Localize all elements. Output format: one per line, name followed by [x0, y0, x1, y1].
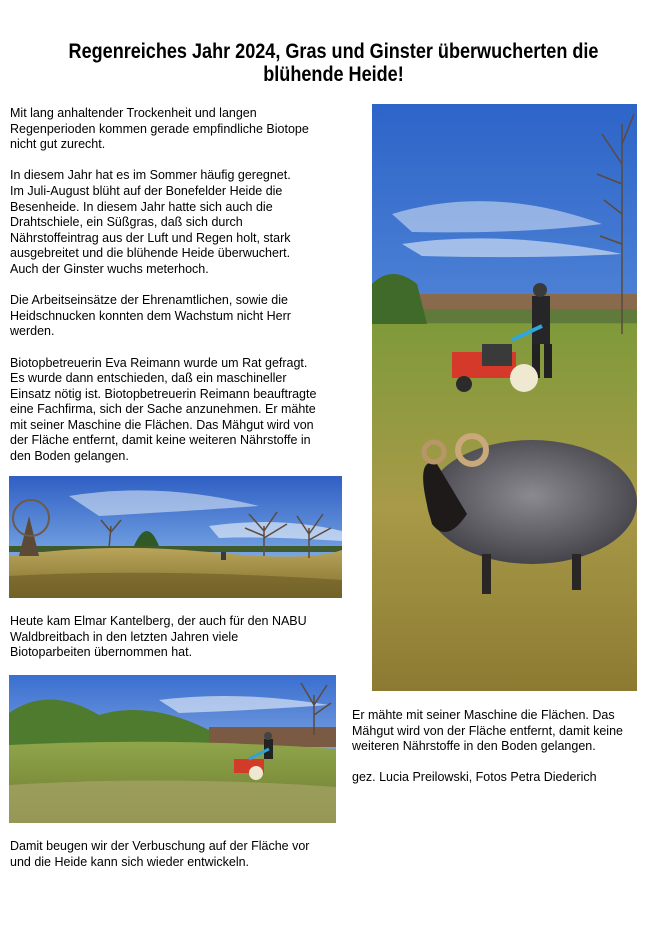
intro-line: Drahtschiele, ein Süßgras, daß sich durch	[10, 215, 243, 230]
intro-line: Heidschnucken konnten dem Wachstum nicht Herr	[10, 308, 291, 323]
intro-line: nicht gut zurecht.	[10, 137, 106, 152]
intro-line: eine Fachfirma, sich der Sache anzunehmen. Er mähte	[10, 402, 316, 417]
intro-line: Einsatz nötig ist. Biotopbetreuerin Reimann beauftragte	[10, 386, 317, 401]
intro-line: Es wurde dann entschieden, daß ein maschineller	[10, 371, 287, 386]
caption-line: Er mähte mit seiner Maschine die Flächen. Das	[352, 708, 615, 722]
credit-line: gez. Lucia Preilowski, Fotos Petra Diederich	[352, 770, 597, 784]
intro-line: Besenheide. In diesem Jahr hatte sich auch die	[10, 199, 273, 214]
photo-caption	[352, 708, 623, 755]
bottom-line: und die Heide kann sich wieder entwickeln.	[10, 854, 250, 869]
title-line-2: blühende Heide!	[263, 63, 404, 86]
intro-line: den Boden gelangen.	[10, 449, 129, 464]
caption-line: Mähgut wird von der Fläche entfernt, damit keine	[352, 723, 623, 738]
intro-line: der Fläche entfernt, damit keine weiteren Nährstoffe in	[10, 433, 311, 448]
intro-line: Regenperioden kommen gerade empfindliche Biotope	[10, 121, 309, 136]
middle-line: Waldbreitbach in den letzten Jahren viele	[10, 629, 239, 644]
middle-line: Heute kam Elmar Kantelberg, der auch für den NABU	[10, 614, 307, 628]
bottom-line: Damit beugen wir der Verbuschung auf der Fläche vor	[10, 839, 310, 853]
intro-line: Die Arbeitseinsätze der Ehrenamtlichen, sowie die	[10, 293, 288, 308]
intro-line: werden.	[10, 324, 55, 339]
intro-line: Im Juli-August blüht auf der Bonefelder Heide die	[10, 183, 283, 198]
photo-sheep-and-mower	[372, 104, 637, 691]
intro-line: Auch der Ginster wuchs meterhoch.	[10, 261, 209, 276]
middle-line: Biotoparbeiten übernommen hat.	[10, 645, 193, 660]
intro-line: Mit lang anhaltender Trockenheit und langen	[10, 106, 257, 120]
photo-mower-field	[9, 675, 336, 823]
intro-text	[10, 106, 316, 465]
photo-credit	[352, 770, 597, 786]
caption-line: weiteren Nährstoffe in den Boden gelangen.	[352, 739, 596, 754]
intro-line: Nährstoffeintrag aus der Luft und Regen holt, stark	[10, 230, 291, 245]
intro-line: Biotopbetreuerin Eva Reimann wurde um Rat gefragt.	[10, 355, 308, 370]
bottom-text	[10, 839, 309, 870]
intro-line: ausgebreitet und die blühende Heide überwuchert.	[10, 246, 291, 261]
intro-line: mit seiner Maschine die Flächen. Das Mähgut wird von	[10, 417, 314, 432]
middle-text	[10, 614, 307, 661]
intro-line: In diesem Jahr hat es im Sommer häufig geregnet.	[10, 168, 291, 183]
page-title	[64, 40, 603, 86]
title-line-1: Regenreiches Jahr 2024, Gras und Ginster überwucherten die	[68, 40, 599, 63]
photo-heath-landscape	[9, 476, 342, 598]
